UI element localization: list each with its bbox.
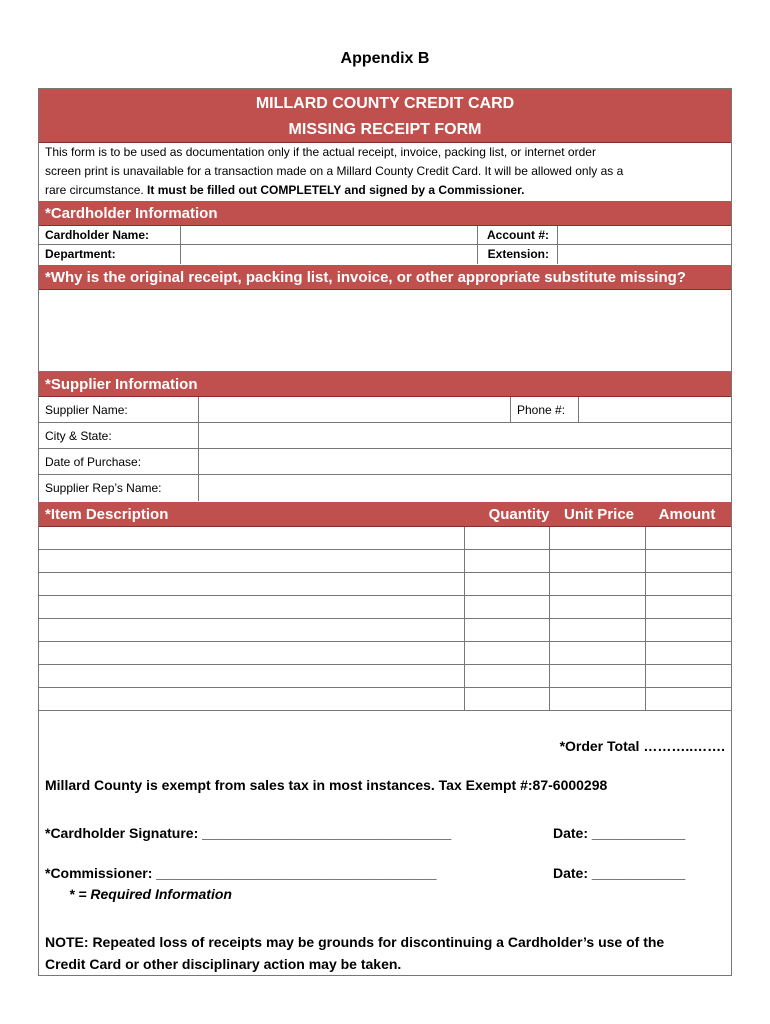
required-info-note: * = Required Information [69,886,232,902]
table-row [39,619,731,642]
unit-price-header: Unit Price [563,506,635,523]
item-description-cell[interactable] [39,550,465,573]
unit-price-cell[interactable] [550,573,646,596]
form-title-line2: MISSING RECEIPT FORM [288,121,482,138]
amount-cell[interactable] [646,573,731,596]
note-line-2: Credit Card or other disciplinary action may be taken. [45,956,402,972]
intro-line-3-bold: It must be filled out COMPLETELY and signed by a Commissioner. [147,183,525,197]
tax-exempt-note: Millard County is exempt from sales tax in most instances. Tax Exempt #:87-6000298 [45,777,608,793]
commissioner-date-line[interactable]: Date: ____________ [553,865,686,881]
why-missing-textarea[interactable] [39,290,731,372]
item-description-cell[interactable] [39,596,465,619]
table-row [39,665,731,688]
date-of-purchase-label: Date of Purchase: [39,449,199,475]
date-of-purchase-field[interactable] [199,449,731,475]
item-table [39,527,731,711]
amount-cell[interactable] [646,550,731,573]
intro-line-3-plain: rare circumstance. [45,183,144,197]
table-row [39,642,731,665]
supplier-grid [39,397,731,501]
table-row [39,550,731,573]
quantity-cell[interactable] [465,642,550,665]
page-heading: Appendix B [340,50,430,67]
item-description-cell[interactable] [39,665,465,688]
amount-header: Amount [658,506,716,523]
intro-line-1: This form is to be used as documentation only if the actual receipt, invoice, packing list, or internet order [45,145,596,159]
amount-cell[interactable] [646,688,731,711]
intro-text [45,143,725,200]
supplier-name-field[interactable] [199,397,511,423]
item-description-cell[interactable] [39,527,465,550]
unit-price-cell[interactable] [550,527,646,550]
note-text [45,931,729,975]
table-row [39,573,731,596]
unit-price-cell[interactable] [550,688,646,711]
quantity-header: Quantity [488,506,550,523]
account-field[interactable] [558,226,731,245]
unit-price-cell[interactable] [550,619,646,642]
table-row [39,688,731,711]
form-title-line1: MILLARD COUNTY CREDIT CARD [255,95,515,112]
department-label: Department: [39,245,181,264]
quantity-cell[interactable] [465,550,550,573]
quantity-cell[interactable] [465,665,550,688]
amount-cell[interactable] [646,527,731,550]
intro-line-2: screen print is unavailable for a transaction made on a Millard County Credit Card. It will be allowed only as a [45,164,624,178]
note-line-1: NOTE: Repeated loss of receipts may be grounds for discontinuing a Cardholder’s use of the [45,934,665,950]
supplier-rep-label: Supplier Rep’s Name: [39,475,199,501]
item-description-header: *Item Description [45,506,169,523]
table-row [39,527,731,550]
commissioner-signature-line[interactable]: *Commissioner: ____________________________________ [45,865,437,881]
extension-label: Extension: [478,245,558,264]
cardholder-signature-line[interactable]: *Cardholder Signature: ________________________________ [45,825,452,841]
item-section-header [39,502,731,527]
cardholder-name-field[interactable] [181,226,478,245]
amount-cell[interactable] [646,665,731,688]
quantity-cell[interactable] [465,527,550,550]
form-title [39,89,731,143]
table-row [39,596,731,619]
item-description-cell[interactable] [39,642,465,665]
item-description-cell[interactable] [39,619,465,642]
phone-field[interactable] [579,397,731,423]
city-state-label: City & State: [39,423,199,449]
supplier-rep-field[interactable] [199,475,731,501]
unit-price-cell[interactable] [550,665,646,688]
intro-line-3 [45,181,725,200]
cardholder-grid [39,226,731,264]
department-field[interactable] [181,245,478,264]
account-label: Account #: [478,226,558,245]
quantity-cell[interactable] [465,573,550,596]
supplier-name-label: Supplier Name: [39,397,199,423]
unit-price-cell[interactable] [550,642,646,665]
quantity-cell[interactable] [465,619,550,642]
city-state-field[interactable] [199,423,731,449]
item-description-cell[interactable] [39,573,465,596]
item-description-cell[interactable] [39,688,465,711]
missing-receipt-form [38,88,732,976]
quantity-cell[interactable] [465,596,550,619]
supplier-section-header: *Supplier Information [39,372,731,397]
unit-price-cell[interactable] [550,596,646,619]
cardholder-date-line[interactable]: Date: ____________ [553,825,686,841]
unit-price-cell[interactable] [550,550,646,573]
amount-cell[interactable] [646,619,731,642]
order-total: *Order Total ………..……. [559,738,725,754]
cardholder-name-label: Cardholder Name: [39,226,181,245]
quantity-cell[interactable] [465,688,550,711]
why-missing-section-header: *Why is the original receipt, packing list, invoice, or other appropriate substitute missing? [39,265,731,290]
amount-cell[interactable] [646,596,731,619]
cardholder-section-header: *Cardholder Information [39,201,731,226]
amount-cell[interactable] [646,642,731,665]
phone-label: Phone #: [511,397,579,423]
extension-field[interactable] [558,245,731,264]
